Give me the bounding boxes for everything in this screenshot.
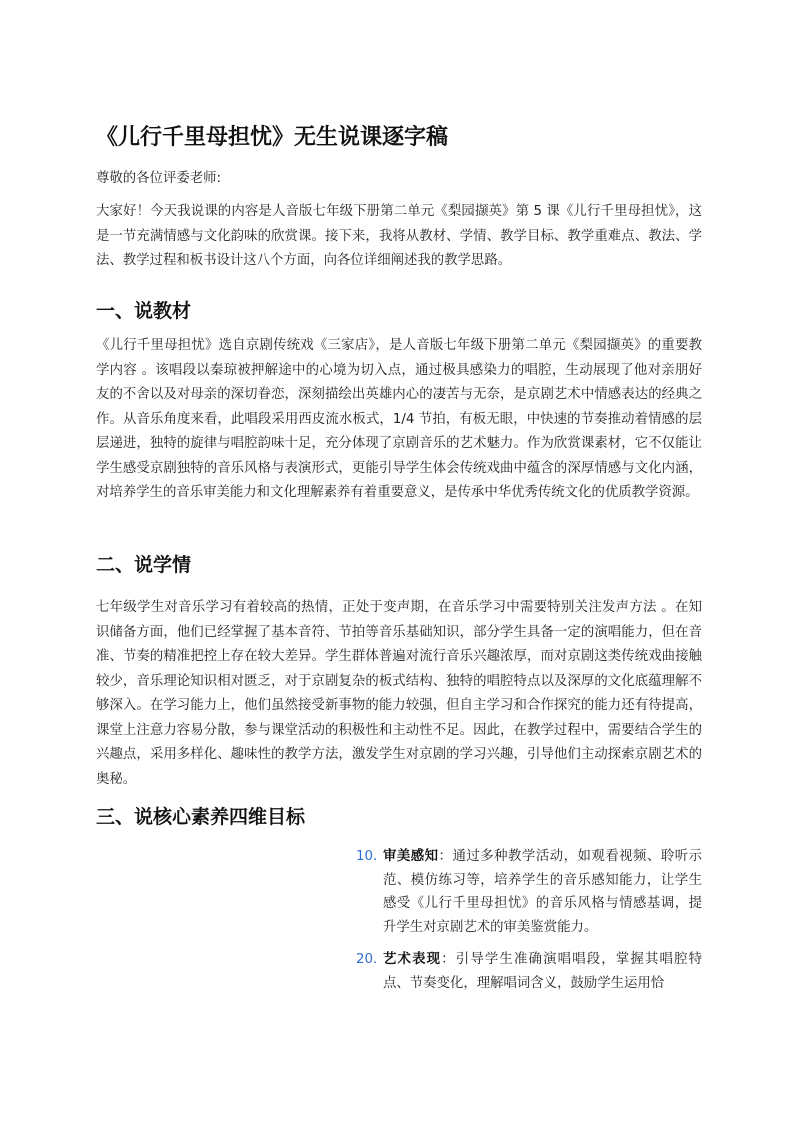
objective-label: 艺术表现	[383, 952, 442, 967]
objective-body	[356, 948, 702, 995]
objective-number: 10.	[356, 849, 378, 864]
objective-text: ：通过多种教学活动，如观看视频、聆听示范、模仿练习等，培养学生的音乐感知能力，让学生感受《儿行千里母担忧》的音乐风格与情感基调，提升学生对京剧艺术的审美鉴赏能力。	[383, 849, 703, 935]
section-heading-core-literacy-goals: 三、说核心素养四维目标	[96, 806, 306, 828]
section-heading-student-analysis: 二、说学情	[96, 554, 192, 576]
section-heading-teaching-material: 一、说教材	[96, 300, 192, 322]
greeting-text: 尊敬的各位评委老师:	[96, 171, 222, 186]
objective-number: 20.	[356, 952, 378, 967]
objective-text: ：引导学生准确演唱唱段，掌握其唱腔特点、节奏变化，理解唱词含义，鼓励学生运用恰	[383, 952, 703, 991]
objective-body	[356, 845, 702, 939]
objective-item-aesthetic-perception	[356, 845, 702, 939]
objective-label: 审美感知	[383, 849, 439, 864]
intro-paragraph: 大家好！今天我说课的内容是人音版七年级下册第二单元《梨园撷英》第 5 课《儿行千里母担忧》，这是一节充满情感与文化韵味的欣赏课。接下来，我将从教材、学情、教学目标、教学重难点、教法、学法、教学过程和板书设计这八个方面，向各位详细阐述我的教学思路。	[96, 204, 702, 268]
document-title: 《儿行千里母担忧》无生说课逐字稿	[96, 125, 449, 150]
student-analysis-paragraph: 七年级学生对音乐学习有着较高的热情，正处于变声期，在音乐学习中需要特别关注发声方法 。在知识储备方面，他们已经掌握了基本音符、节拍等音乐基础知识，部分学生具备一定的演唱能力，但在音准、节奏的精准把控上存在较大差异。学生群体普遍对流行音乐兴趣浓厚，而对京剧这类传统戏曲接触较少，音乐理论知识相对匮乏，对于京剧复杂的板式结构、独特的唱腔特点以及深厚的文化底蕴理解不够深入。在学习能力上，他们虽然接受新事物的能力较强，但自主学习和合作探究的能力还有待提高，课堂上注意力容易分散，参与课堂活动的积极性和主动性不足。因此，在教学过程中，需要结合学生的兴趣点，采用多样化、趣味性的教学方法，激发学生对京剧的学习兴趣，引导他们主动探索京剧艺术的奥秘。	[96, 600, 702, 787]
objective-item-artistic-expression	[356, 948, 702, 995]
teaching-material-paragraph: 《儿行千里母担忧》选自京剧传统戏《三家店》，是人音版七年级下册第二单元《梨园撷英》的重要教学内容 。该唱段以秦琼被押解途中的心境为切入点，通过极具感染力的唱腔，生动展现了他对亲朋好友的不舍以及对母亲的深切眷恋，深刻描绘出英雄内心的凄苦与无奈，是京剧艺术中情感表达的经典之作。从音乐角度来看，此唱段采用西皮流水板式，1/4 节拍，有板无眼，中快速的节奏推动着情感的层层递进，独特的旋律与唱腔韵味十足，充分体现了京剧音乐的艺术魅力。作为欣赏课素材，它不仅能让学生感受京剧独特的音乐风格与表演形式，更能引导学生体会传统戏曲中蕴含的深厚情感与文化内涵，对培养学生的音乐审美能力和文化理解素养有着重要意义，是传承中华优秀传统文化的优质教学资源。	[96, 338, 702, 500]
